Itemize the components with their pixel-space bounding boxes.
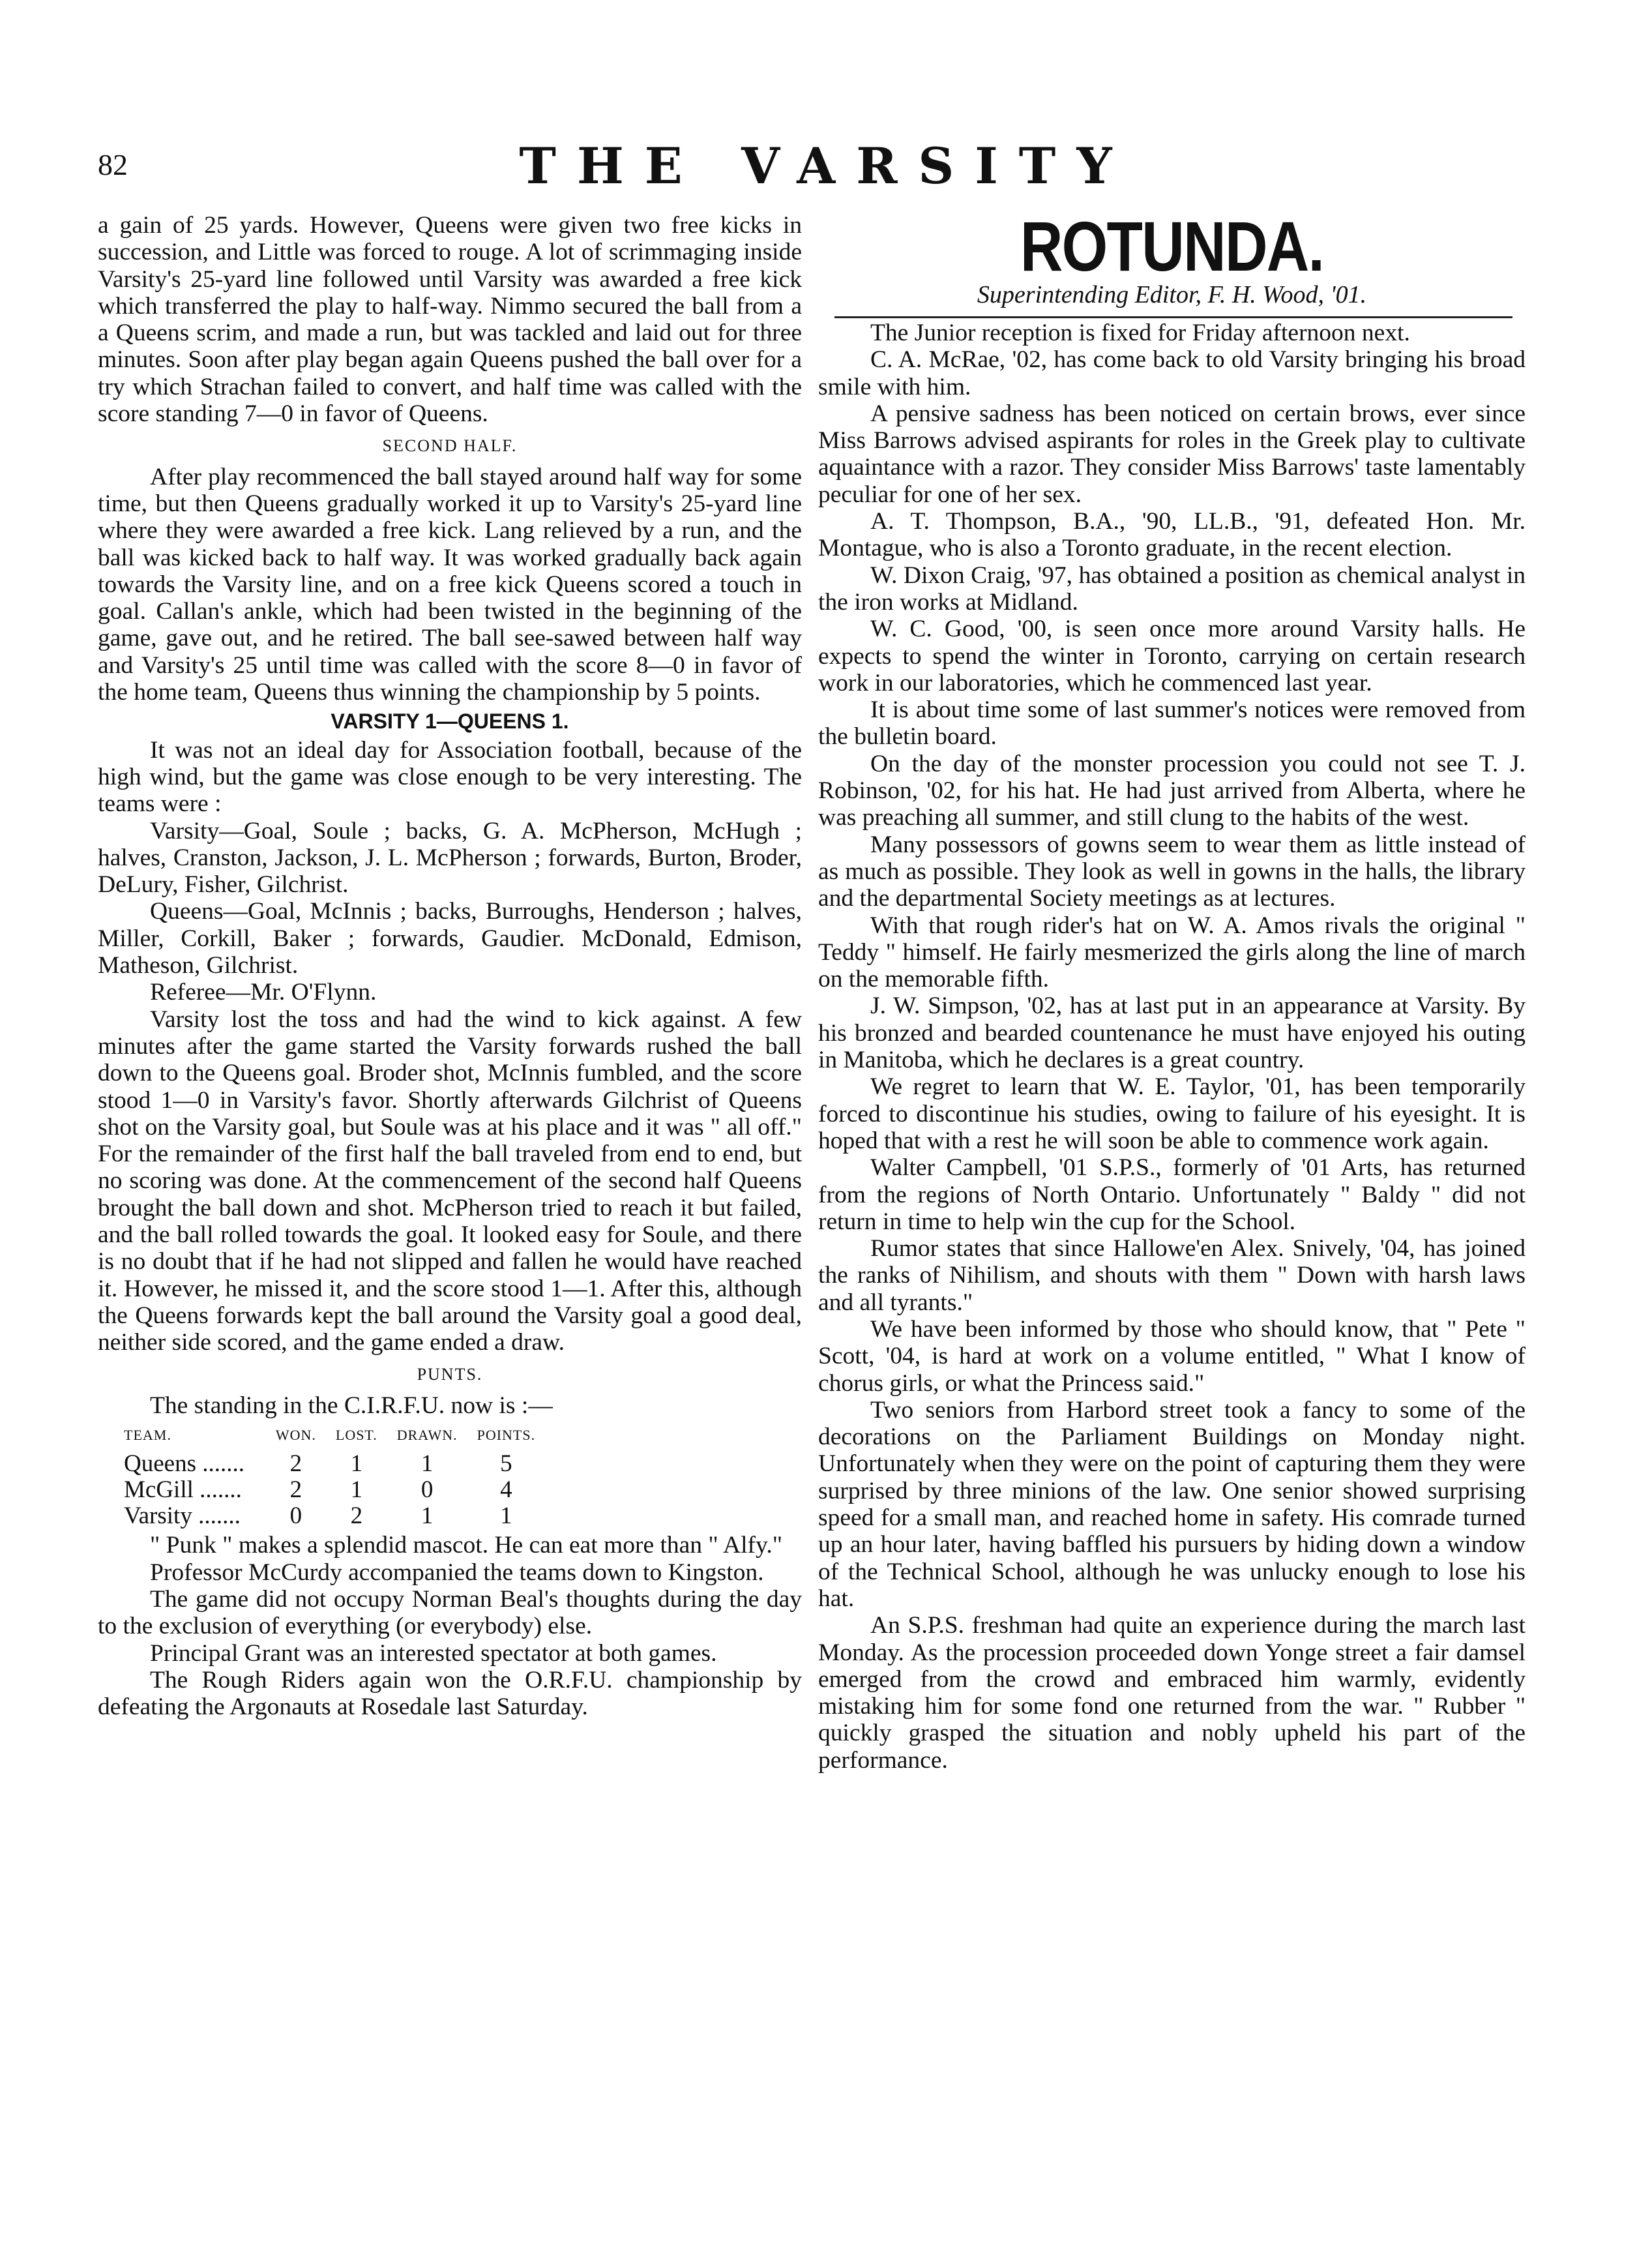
paragraph: Walter Campbell, '01 S.P.S., formerly of '01 Arts, has returned from the regions of North Ontario. Unfortunately " Baldy " did not return in time to help win the cup for the School. xyxy=(818,1154,1526,1235)
paragraph: It is about time some of last summer's notices were removed from the bulletin board. xyxy=(818,696,1526,751)
column-header: WON. xyxy=(275,1427,316,1444)
paragraph: Queens—Goal, McInnis ; backs, Burroughs, Henderson ; halves, Miller, Corkill, Baker ; forwards, Gaudier. McDonald, Edmison, Matheson, Gilchrist. xyxy=(98,898,802,979)
right-column xyxy=(818,320,1526,1774)
table-cell: 1 xyxy=(420,1502,434,1530)
table-cell: 4 xyxy=(500,1476,512,1504)
paragraph: With that rough rider's hat on W. A. Amos rivals the original " Teddy " himself. He fairly mesmerized the girls along the line of march on the memorable fifth. xyxy=(818,912,1526,993)
column-header: TEAM. xyxy=(124,1427,171,1444)
page-number: 82 xyxy=(98,148,128,181)
table-cell: Queens ....... xyxy=(124,1450,244,1478)
table-cell: 1 xyxy=(500,1502,512,1530)
column-header: DRAWN. xyxy=(396,1427,458,1444)
paragraph: An S.P.S. freshman had quite an experience during the march last Monday. As the procession proceeded down Yonge street a fair damsel emerged from the crowd and embraced him warmly, evidently mistaking him for some fond one returned from the war. " Rubber " quickly grasped the situation and nobly upheld his part of the performance. xyxy=(818,1612,1526,1774)
paragraph: The standing in the C.I.R.F.U. now is :— xyxy=(150,1392,553,1419)
standings-table xyxy=(124,1422,555,1529)
table-row xyxy=(124,1477,555,1503)
paragraph: Professor McCurdy accompanied the teams down to Kingston. xyxy=(150,1559,764,1586)
paragraph: Referee—Mr. O'Flynn. xyxy=(150,979,377,1006)
paragraph: a gain of 25 yards. However, Queens were given two free kicks in succession, and Little was forced to rouge. A lot of scrimmaging inside Varsity's 25-yard line followed until Varsity was awarded a free kick which transferred the play to half-way. Nimmo secured the ball from a a Queens scrim, and made a run, but was tackled and laid out for three minutes. Soon after play began again Queens pushed the ball over for a try which Strachan failed to convert, and half time was called with the score standing 7—0 in favor of Queens. xyxy=(98,212,802,428)
paragraph: Rumor states that since Hallowe'en Alex. Snively, '04, has joined the ranks of Nihilism, and shouts with them " Down with harsh laws and all tyrants." xyxy=(818,1235,1526,1316)
paragraph: The game did not occupy Norman Beal's thoughts during the day to the exclusion of everything (or everybody) else. xyxy=(98,1585,802,1640)
table-cell: 1 xyxy=(420,1450,434,1478)
paragraph: A pensive sadness has been noticed on certain brows, ever since Miss Barrows advised aspirants for roles in the Greek play to cultivate aquaintance with a razor. They consider Miss Barrows' taste lamentably peculiar for one of her sex. xyxy=(818,400,1526,508)
subheading-second-half: SECOND HALF. xyxy=(382,436,518,456)
table-cell: 2 xyxy=(289,1476,302,1504)
paragraph: A. T. Thompson, B.A., '90, LL.B., '91, defeated Hon. Mr. Montague, who is also a Toronto graduate, in the recent election. xyxy=(818,508,1526,562)
paragraph: We have been informed by those who should know, that " Pete " Scott, '04, is hard at work on a volume entitled, " What I know of chorus girls, or what the Princess said." xyxy=(818,1315,1526,1397)
rotunda-title: ROTUNDA. xyxy=(1020,207,1324,286)
table-row xyxy=(124,1503,555,1529)
table-cell: Varsity ....... xyxy=(124,1502,241,1530)
column-header: LOST. xyxy=(335,1427,377,1444)
section-heading: VARSITY 1—QUEENS 1. xyxy=(331,709,569,734)
paragraph: Two seniors from Harbord street took a fancy to some of the decorations on the Parliament Buildings on Monday night. Unfortunately when they were on the point of capturing them they were surprised by three minions of the law. One senior showed surprising speed for a small man, and reached home in safety. His comrade turned up an hour later, having baffled his pursuers by hiding down a window of the Technical School, although he was unlucky enough to lose his hat. xyxy=(818,1396,1526,1612)
paragraph: After play recommenced the ball stayed around half way for some time, but then Queens gradually worked it up to Varsity's 25-yard line where they were awarded a free kick. Lang relieved by a run, and the ball was kicked back to half way. It was worked gradually back again towards the Varsity line, and on a free kick Queens scored a touch in goal. Callan's ankle, which had been twisted in the beginning of the game, gave out, and he retired. The ball see-sawed between half way and Varsity's 25 until time was called with the score 8—0 in favor of the home team, Queens thus winning the championship by 5 points. xyxy=(98,463,802,706)
table-cell: 2 xyxy=(289,1450,302,1478)
paragraph: The Rough Riders again won the O.R.F.U. championship by defeating the Argonauts at Rosedale last Saturday. xyxy=(98,1666,802,1721)
paragraph: W. Dixon Craig, '97, has obtained a position as chemical analyst in the iron works at Midland. xyxy=(818,561,1526,616)
paragraph: Many possessors of gowns seem to wear them as little instead of as much as possible. They look as well in gowns in the halls, the library and the departmental Society meetings as at lectures. xyxy=(818,831,1526,912)
paragraph: C. A. McRae, '02, has come back to old Varsity bringing his broad smile with him. xyxy=(818,346,1526,400)
paragraph: " Punk " makes a splendid mascot. He can eat more than " Alfy." xyxy=(150,1532,783,1559)
paragraph: Varsity—Goal, Soule ; backs, G. A. McPherson, McHugh ; halves, Cranston, Jackson, J. L. McPherson ; forwards, Burton, Broder, DeLury, Fisher, Gilchrist. xyxy=(98,817,802,899)
paragraph: W. C. Good, '00, is seen once more around Varsity halls. He expects to spend the winter in Toronto, carrying on certain research work in our laboratories, which he commenced last year. xyxy=(818,616,1526,696)
left-column xyxy=(98,212,802,1720)
table-cell: McGill ....... xyxy=(124,1476,242,1504)
table-cell: 0 xyxy=(289,1502,302,1530)
rotunda-editor-line: Superintending Editor, F. H. Wood, '01. xyxy=(977,281,1367,308)
subheading-punts: PUNTS. xyxy=(417,1365,483,1384)
paragraph: It was not an ideal day for Association football, because of the high wind, but the game was close enough to be very interesting. The teams were : xyxy=(98,736,802,818)
paragraph: The Junior reception is fixed for Friday afternoon next. xyxy=(870,320,1410,346)
paragraph: Varsity lost the toss and had the wind to kick against. A few minutes after the game started the Varsity forwards rushed the ball down to the Queens goal. Broder shot, McInnis fumbled, and the score stood 1—0 in Varsity's favor. Shortly afterwards Gilchrist of Queens shot on the Varsity goal, but Soule was at his place and it was " all off." For the remainder of the first half the ball traveled from end to end, but no scoring was done. At the commencement of the second half Queens brought the ball down and shot. McPherson tried to reach it but failed, and the ball rolled towards the goal. It looked easy for Soule, and there is no doubt that if he had not slipped and fallen he would have reached it. However, he missed it, and the score stood 1—1. After this, although the Queens forwards kept the ball around the Varsity goal a good deal, neither side scored, and the game ended a draw. xyxy=(98,1006,802,1356)
table-cell: 1 xyxy=(350,1450,363,1478)
table-cell: 1 xyxy=(350,1476,363,1504)
table-cell: 0 xyxy=(420,1476,434,1504)
table-header-row xyxy=(124,1422,555,1451)
paragraph: Principal Grant was an interested spectator at both games. xyxy=(150,1639,717,1667)
table-cell: 5 xyxy=(500,1450,512,1478)
divider-rule xyxy=(834,316,1512,318)
paragraph: We regret to learn that W. E. Taylor, '01, has been temporarily forced to discontinue his studies, owing to failure of his eyesight. It is hoped that with a rest he will soon be able to commence work again. xyxy=(818,1073,1526,1154)
masthead-title: THE VARSITY xyxy=(519,137,1133,195)
paragraph: J. W. Simpson, '02, has at last put in an appearance at Varsity. By his bronzed and bearded countenance he must have enjoyed his outing in Manitoba, which he declares is a great country. xyxy=(818,992,1526,1074)
table-cell: 2 xyxy=(350,1502,363,1530)
column-header: POINTS. xyxy=(477,1427,536,1444)
table-row xyxy=(124,1451,555,1477)
paragraph: On the day of the monster procession you could not see T. J. Robinson, '02, for his hat. He had just arrived from Alberta, where he was preaching all summer, and still clung to the habits of the west. xyxy=(818,750,1526,831)
